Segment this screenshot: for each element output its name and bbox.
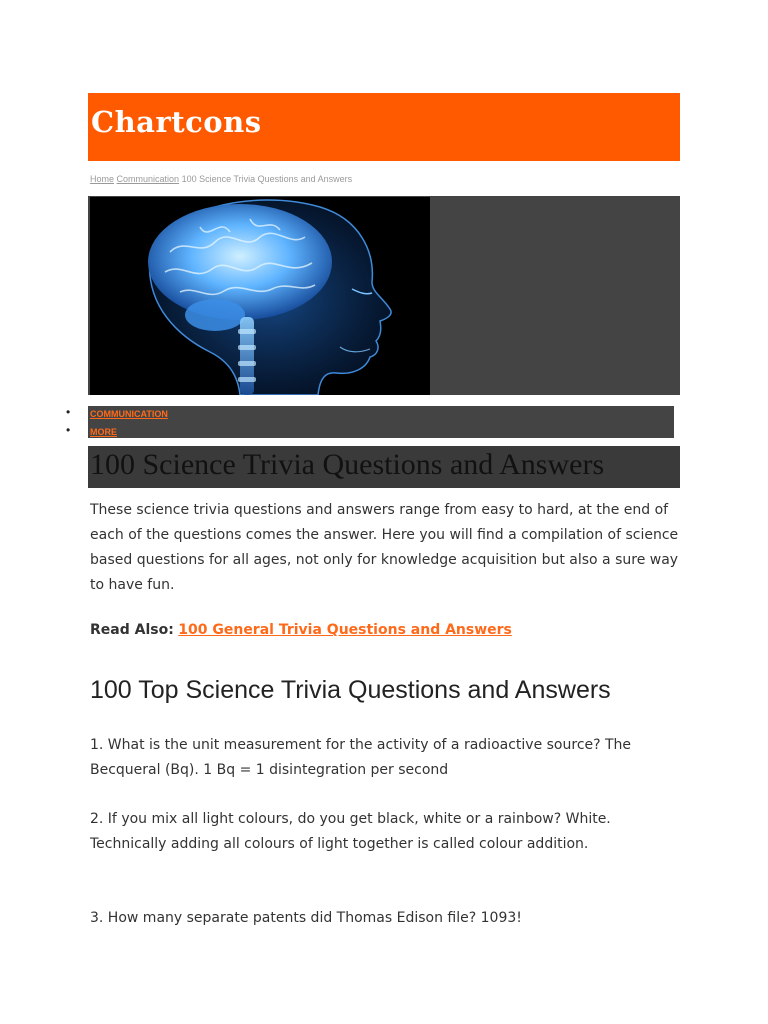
breadcrumb-home-link[interactable]: Home <box>90 174 115 184</box>
breadcrumb <box>90 174 352 184</box>
bullet-icon: • <box>66 423 71 437</box>
question-item: 3. How many separate patents did Thomas Edison file? 1093! <box>90 910 522 926</box>
category-menu-bar <box>88 406 674 438</box>
site-logo[interactable]: Chartcons <box>91 105 262 139</box>
menu-item-communication[interactable]: COMMUNICATION <box>90 409 168 419</box>
breadcrumb-current: 100 Science Trivia Questions and Answers <box>181 174 353 184</box>
section-heading: 100 Top Science Trivia Questions and Answers <box>90 676 611 704</box>
read-also <box>90 622 512 638</box>
read-also-label: Read Also: <box>90 622 174 638</box>
hero-brain-image <box>90 197 430 395</box>
menu-item-more[interactable]: MORE <box>90 427 117 437</box>
question-item: 1. What is the unit measurement for the activity of a radioactive source? The Becqueral (Bq). 1 Bq = 1 disintegration per second <box>90 737 632 778</box>
read-also-link[interactable]: 100 General Trivia Questions and Answers <box>178 622 512 638</box>
site-header <box>88 93 680 161</box>
bullet-icon: • <box>66 405 71 419</box>
breadcrumb-category-link[interactable]: Communication <box>116 174 180 184</box>
article-intro: These science trivia questions and answers range from easy to hard, at the end of each of the questions comes the answer. Here you will find a compilation of science based questions for all ages, not only for knowledge acquisition but also a sure way to have fun. <box>90 502 679 593</box>
page-title: 100 Science Trivia Questions and Answers <box>90 448 605 481</box>
question-item: 2. If you mix all light colours, do you get black, white or a rainbow? White. Technically adding all colours of light together is called colour addition. <box>90 811 611 852</box>
